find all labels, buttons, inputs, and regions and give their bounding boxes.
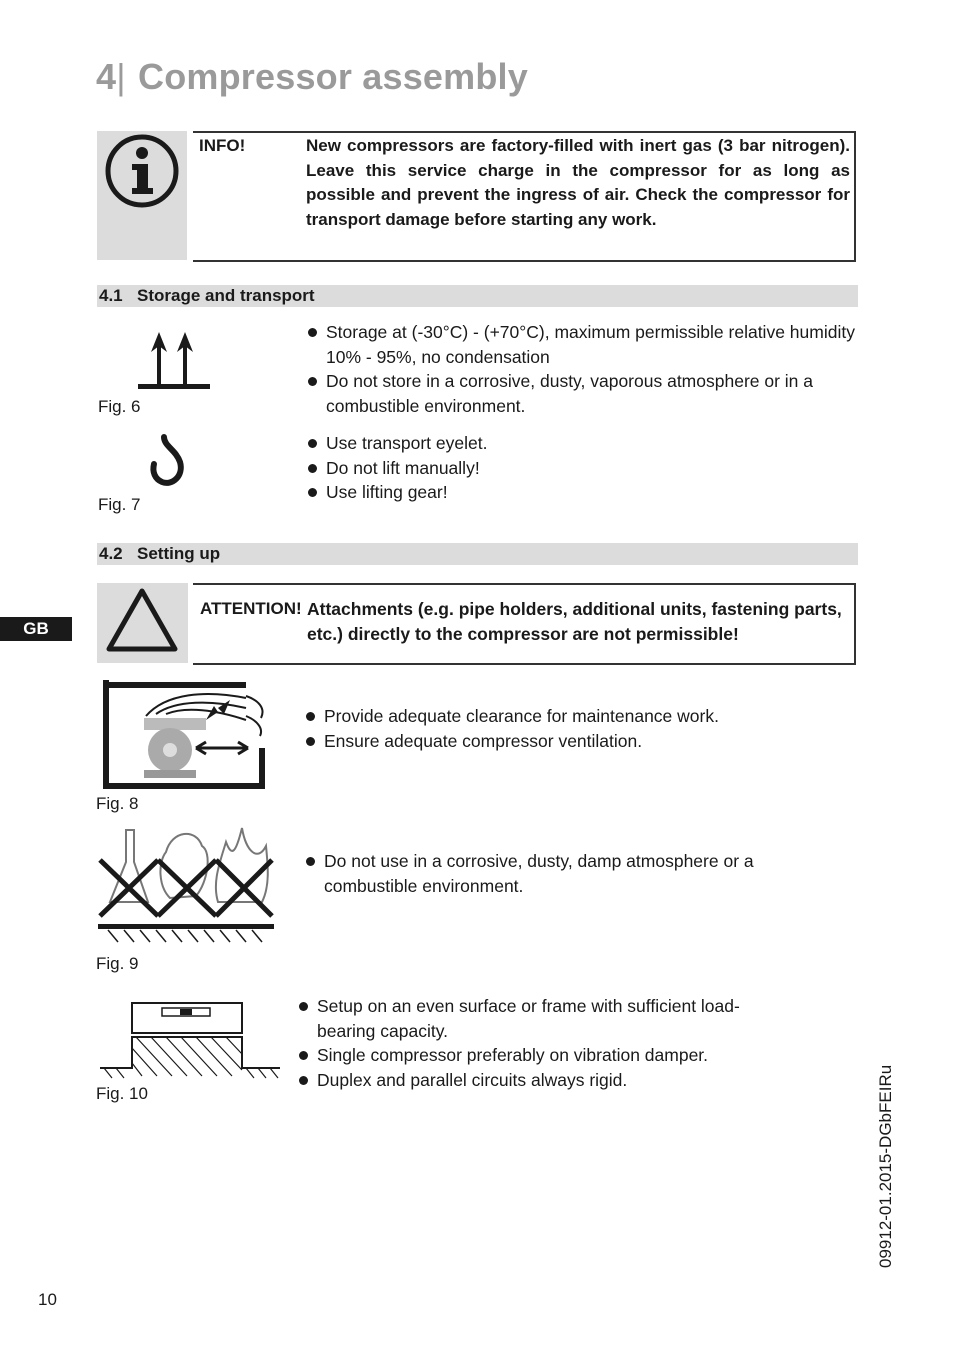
list-item: Ensure adequate compressor ventilation. <box>304 729 858 754</box>
list-item: Do not use in a corrosive, dusty, damp atmosphere or a combustible environment. <box>304 849 754 898</box>
list-item: Use lifting gear! <box>306 480 858 505</box>
section-number: 4.1 <box>99 286 123 305</box>
info-icon-cell <box>97 131 187 260</box>
info-label: INFO! <box>199 136 246 155</box>
language-tab: GB <box>0 617 72 641</box>
figure-caption-6: Fig. 6 <box>98 397 141 416</box>
figure-caption-9: Fig. 9 <box>96 954 139 973</box>
fig8-bullet-list <box>304 704 858 753</box>
attention-label: ATTENTION! <box>200 599 302 618</box>
chapter-number: 4 <box>96 56 117 97</box>
fig10-bullet-list <box>297 994 747 1092</box>
info-icon <box>97 131 187 260</box>
list-item: Storage at (-30°C) - (+70°C), maximum permissible relative humidity 10% - 95%, no condensation <box>306 320 858 369</box>
section-title: Storage and transport <box>137 286 315 305</box>
attention-text: Attachments (e.g. pipe holders, additional units, fastening parts, etc.) directly to the compressor are not permissible! <box>307 599 842 644</box>
list-item: Do not lift manually! <box>306 456 858 481</box>
transport-bullet-list <box>306 431 858 505</box>
section-number: 4.2 <box>99 544 123 563</box>
warning-icon-cell <box>97 583 188 663</box>
warning-triangle-icon <box>97 583 188 663</box>
page-number: 10 <box>38 1290 57 1309</box>
page-title <box>96 56 528 98</box>
list-item: Setup on an even surface or frame with sufficient load-bearing capacity. <box>297 994 747 1043</box>
info-text: New compressors are factory-filled with inert gas (3 bar nitrogen). Leave this service charge in the compressor for as long as possible and prevent the ingress of air. Check the compressor for transport damage before starting any work. <box>306 136 850 229</box>
section-heading-storage <box>97 285 858 307</box>
document-code: 09912-01.2015-DGbFEIRu <box>876 1064 895 1268</box>
list-item: Provide adequate clearance for maintenance work. <box>304 704 858 729</box>
list-item: Do not store in a corrosive, dusty, vaporous atmosphere or in a combustible environment. <box>306 369 858 418</box>
section-title: Setting up <box>137 544 221 563</box>
list-item: Use transport eyelet. <box>306 431 858 456</box>
list-item: Duplex and parallel circuits always rigid. <box>297 1068 747 1093</box>
this-way-up-icon <box>136 330 212 392</box>
title-divider: | <box>116 56 126 97</box>
fig9-bullet-list <box>304 849 754 898</box>
prohibited-environment-illustration <box>96 822 276 946</box>
figure-caption-10: Fig. 10 <box>96 1084 148 1103</box>
section-heading-setup <box>97 543 858 565</box>
storage-bullet-list <box>306 320 858 418</box>
hook-icon <box>146 434 192 492</box>
chapter-title: Compressor assembly <box>138 56 528 97</box>
figure-caption-7: Fig. 7 <box>98 495 141 514</box>
level-surface-illustration <box>96 1000 286 1082</box>
list-item: Single compressor preferably on vibration damper. <box>297 1043 747 1068</box>
clearance-ventilation-illustration <box>96 678 276 790</box>
figure-caption-8: Fig. 8 <box>96 794 139 813</box>
